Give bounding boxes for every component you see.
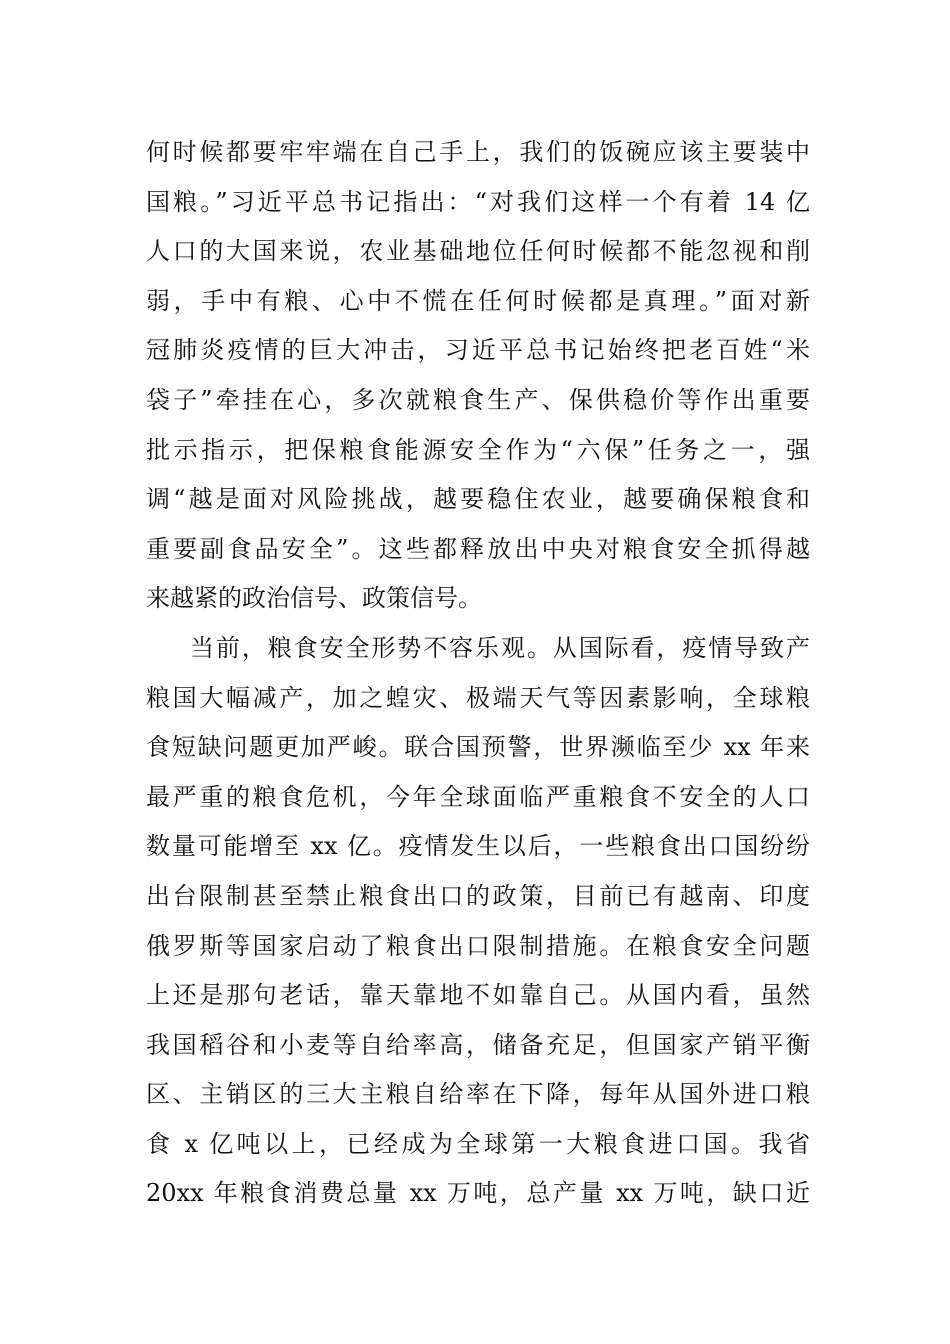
text-line: 俄罗斯等国家启动了粮食出口限制措施。在粮食安全问题 [146,931,810,960]
paragraph-2 [146,624,810,1219]
text-line: 批示指示，把保粮食能源安全作为“六保”任务之一，强 [146,435,810,464]
text-line: 袋子”牵挂在心，多次就粮食生产、保供稳价等作出重要 [146,385,810,414]
text-line: 出台限制甚至禁止粮食出口的政策，目前已有越南、印度 [146,881,810,910]
text-line: 食短缺问题更加严峻。联合国预警，世界濒临至少 xx 年来 [146,733,810,762]
text-line: 调“越是面对风险挑战，越要稳住农业，越要确保粮食和 [146,485,810,514]
text-line: 上还是那句老话，靠天靠地不如靠自己。从国内看，虽然 [146,981,810,1010]
text-line: 冠肺炎疫情的巨大冲击，习近平总书记始终把老百姓“米 [146,336,810,365]
text-line: 人口的大国来说，农业基础地位任何时候都不能忽视和削 [146,237,810,266]
text-line-first: 当前，粮食安全形势不容乐观。从国际看，疫情导致产 [190,633,810,662]
text-line: 食 x 亿吨以上，已经成为全球第一大粮食进口国。我省 [146,1129,810,1158]
body-text [146,128,810,1219]
text-line: 粮国大幅减产，加之蝗灾、极端天气等因素影响，全球粮 [146,683,810,712]
text-line-last: 来越紧的政治信号、政策信号。 [146,584,482,613]
text-line: 我国稻谷和小麦等自给率高，储备充足，但国家产销平衡 [146,1030,810,1059]
text-line: 重要副食品安全”。这些都释放出中央对粮食安全抓得越 [146,534,810,563]
text-line: 数量可能增至 xx 亿。疫情发生以后，一些粮食出口国纷纷 [146,832,810,861]
text-line: 何时候都要牢牢端在自己手上，我们的饭碗应该主要装中 [146,138,810,166]
text-line: 国粮。”习近平总书记指出：“对我们这样一个有着 14 亿 [146,187,810,216]
paragraph-1 [146,128,810,624]
text-line: 区、主销区的三大主粮自给率在下降，每年从国外进口粮 [146,1080,810,1109]
text-line: 弱，手中有粮、心中不慌在任何时候都是真理。”面对新 [146,286,810,315]
text-line: 20xx 年粮食消费总量 xx 万吨，总产量 xx 万吨，缺口近 [146,1179,810,1208]
text-line: 最严重的粮食危机，今年全球面临严重粮食不安全的人口 [146,782,810,811]
